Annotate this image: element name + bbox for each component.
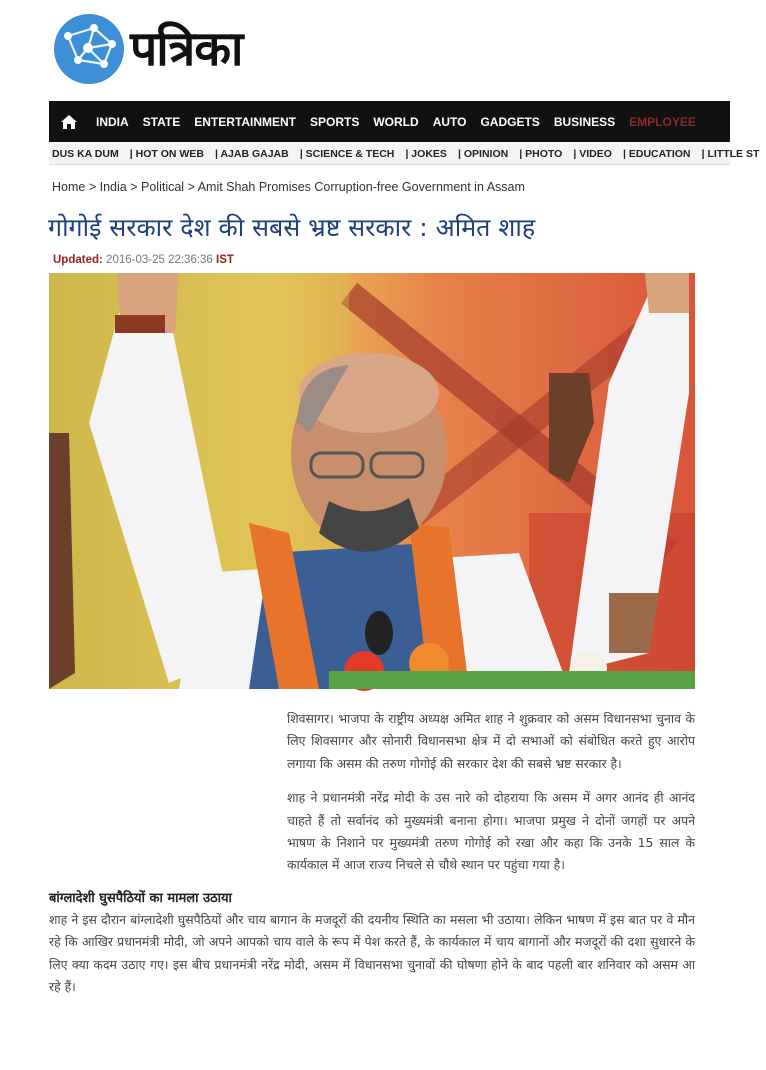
subnav-item-ajab-gajab[interactable]: | AJAB GAJAB bbox=[215, 148, 289, 160]
nav-item-gadgets[interactable]: GADGETS bbox=[480, 114, 540, 129]
subnav-item-dus-ka-dum[interactable]: DUS KA DUM bbox=[52, 148, 119, 160]
updated-label: Updated: bbox=[53, 254, 103, 266]
primary-navbar bbox=[49, 101, 730, 142]
breadcrumb-separator: > bbox=[88, 180, 97, 194]
article-paragraph-1: शिवसागर। भाजपा के राष्ट्रीय अध्यक्ष अमित शाह ने शुक्रवार को असम विधानसभा चुनाव के लिए शिवसागर और सोनारी विधानसभा क्षेत्र में दो सभाओं को संबोधित करते हुए आरोप लगाया कि असम की तरुण गोगोई की सरकार देश की सबसे भ्रष्ट सरकार है। bbox=[287, 711, 695, 771]
nav-item-entertainment[interactable]: ENTERTAINMENT bbox=[194, 114, 297, 129]
site-logo[interactable] bbox=[54, 14, 243, 84]
updated-timestamp bbox=[53, 254, 234, 266]
updated-time: 2016-03-25 22:36:36 bbox=[106, 254, 213, 266]
breadcrumb-home[interactable]: Home bbox=[52, 180, 86, 194]
article-hero-image bbox=[49, 273, 695, 689]
subnav-item-science-tech[interactable]: | SCIENCE & TECH bbox=[299, 148, 395, 160]
updated-timezone: IST bbox=[216, 254, 234, 266]
nav-item-india[interactable]: INDIA bbox=[96, 114, 129, 129]
nav-item-auto[interactable]: AUTO bbox=[432, 114, 467, 129]
nav-item-world[interactable]: WORLD bbox=[373, 114, 419, 129]
article-paragraph-2: शाह ने प्रधानमंत्री नरेंद्र मोदी के उस नारे को दोहराया कि असम में अगर आनंद ही आनंद चाहते हैं तो सर्वानंद को मुख्यमंत्री बनाना होगा। भाजपा प्रमुख ने दोनों जगहों पर अपने भाषण के निशाने पर मुख्यमंत्री तरुण गोगोई को रखा और कहा कि उनके 15 साल के कार्यकाल में आज राज्य निचले से चौथे स्थान पर पहुंचा गया है। bbox=[287, 790, 695, 873]
subnav-item-video[interactable]: | VIDEO bbox=[573, 148, 612, 160]
breadcrumb-current: Amit Shah Promises Corruption-free Government in Assam bbox=[197, 180, 525, 194]
subnav-item-education[interactable]: | EDUCATION bbox=[623, 148, 691, 160]
article-float-spacer bbox=[49, 708, 287, 888]
article-paragraph-3: शाह ने इस दौरान बांग्लादेशी घुसपैठियों और चाय बागान के मजदूरों की दयनीय स्थिति का मसला भी उठाया। लेकिन भाषण में इस बात पर वे मौन रहे कि आखिर प्रधानमंत्री मोदी, जो अपने आपको चाय वाले के रूप में पेश करते हैं, के कार्यकाल में चाय बागानों और मजदूरों की दशा सुधारने के लिए क्या कदम उठाए गए। इस बीच प्रधानमंत्री नरेंद्र मोदी, असम में विधानसभा चुनावों की घोषणा होने के बाद पहली बार शनिवार को असम आ रहे हैं। bbox=[49, 911, 695, 995]
nav-item-business[interactable]: BUSINESS bbox=[553, 114, 616, 129]
nav-item-state[interactable]: STATE bbox=[142, 114, 181, 129]
subnav-item-hot-on-web[interactable]: | HOT ON WEB bbox=[129, 148, 204, 160]
subnav-item-photo[interactable]: | PHOTO bbox=[519, 148, 563, 160]
subnav-item-little-st[interactable]: | LITTLE ST bbox=[701, 148, 760, 160]
breadcrumb bbox=[52, 180, 525, 194]
article-subheading: बांग्लादेशी घुसपैठियों का मामला उठाया bbox=[49, 890, 232, 906]
breadcrumb-separator: > bbox=[187, 180, 195, 194]
globe-icon bbox=[54, 14, 124, 84]
nav-item-sports[interactable]: SPORTS bbox=[310, 114, 360, 129]
article-body bbox=[49, 708, 695, 998]
breadcrumb-india[interactable]: India bbox=[99, 180, 127, 194]
logo-wordmark: पत्रिका bbox=[130, 21, 243, 77]
home-icon[interactable] bbox=[49, 101, 89, 142]
article-headline: गोगोई सरकार देश की सबसे भ्रष्ट सरकार : अमित शाह bbox=[48, 213, 536, 242]
subnav-item-opinion[interactable]: | OPINION bbox=[458, 148, 509, 160]
breadcrumb-political[interactable]: Political bbox=[141, 180, 185, 194]
nav-item-employee[interactable]: EMPLOYEE bbox=[629, 114, 696, 129]
breadcrumb-separator: > bbox=[130, 180, 138, 194]
secondary-navbar bbox=[49, 142, 760, 165]
subnav-item-jokes[interactable]: | JOKES bbox=[405, 148, 447, 160]
